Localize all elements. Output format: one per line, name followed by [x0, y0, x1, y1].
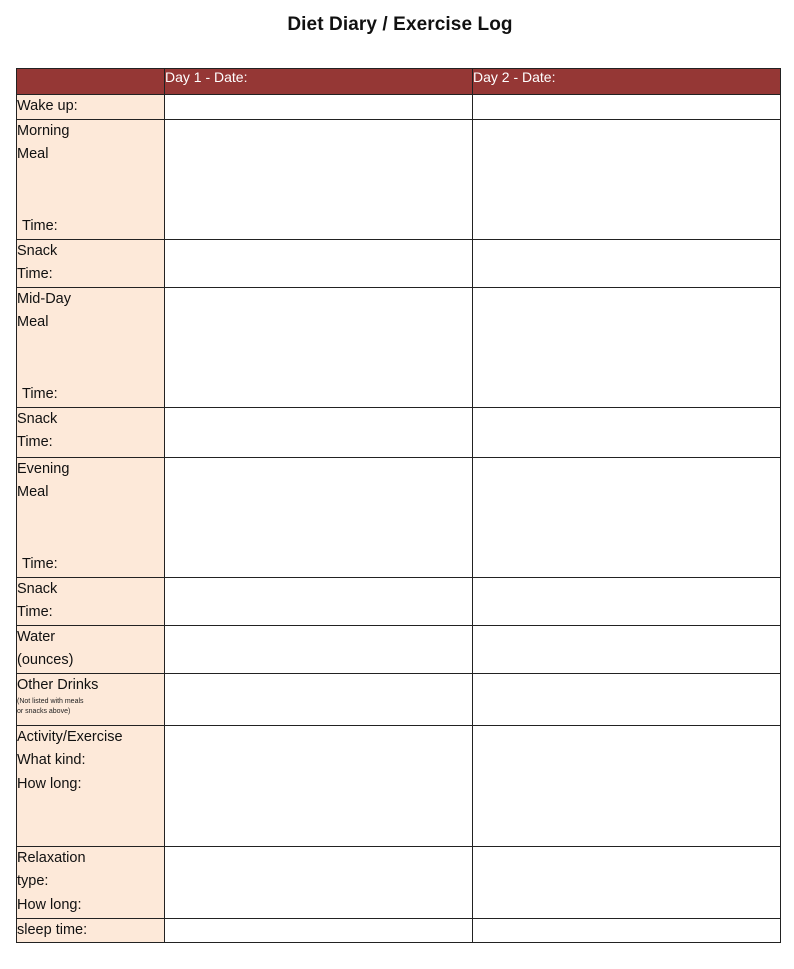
row-morning-meal — [17, 119, 781, 239]
row-label — [17, 846, 165, 918]
label-text: Relaxation — [17, 849, 86, 866]
day1-cell[interactable] — [165, 239, 473, 287]
row-midday-meal — [17, 287, 781, 407]
day1-cell[interactable] — [165, 725, 473, 846]
label-text: Snack — [17, 242, 58, 259]
day2-cell[interactable] — [473, 239, 781, 287]
time-label: Time: — [17, 434, 53, 450]
label-text: Snack — [17, 410, 58, 427]
row-label — [17, 407, 165, 457]
row-activity — [17, 725, 781, 846]
day1-cell[interactable] — [165, 846, 473, 918]
row-label — [17, 287, 165, 407]
day1-cell[interactable] — [165, 119, 473, 239]
label-text: type: — [17, 873, 49, 889]
header-corner — [17, 69, 165, 95]
label-text: Other Drinks — [17, 676, 99, 693]
label-text: Meal — [17, 484, 49, 500]
label-text: (ounces) — [17, 652, 74, 668]
label-text: Mid-Day — [17, 290, 71, 307]
day2-cell[interactable] — [473, 725, 781, 846]
label-text: Meal — [17, 146, 49, 162]
row-snack-3 — [17, 577, 781, 625]
time-label: Time: — [22, 556, 58, 572]
row-label — [17, 119, 165, 239]
time-label: Time: — [22, 218, 58, 234]
row-label — [17, 577, 165, 625]
row-other-drinks — [17, 673, 781, 725]
note-text: (Not listed with meals — [17, 698, 84, 705]
day1-cell[interactable] — [165, 95, 473, 120]
label-text: Snack — [17, 580, 58, 597]
row-label — [17, 625, 165, 673]
row-label — [17, 725, 165, 846]
row-sleep — [17, 918, 781, 943]
label-text: Wake up: — [17, 98, 78, 114]
time-label: Time: — [17, 604, 53, 620]
day2-cell[interactable] — [473, 119, 781, 239]
row-label — [17, 239, 165, 287]
row-snack-1 — [17, 239, 781, 287]
row-label — [17, 673, 165, 725]
row-label — [17, 457, 165, 577]
day1-cell[interactable] — [165, 673, 473, 725]
row-label — [17, 95, 165, 120]
day2-cell[interactable] — [473, 287, 781, 407]
day2-cell[interactable] — [473, 95, 781, 120]
day2-cell[interactable] — [473, 407, 781, 457]
label-text: Evening — [17, 460, 70, 477]
row-relaxation — [17, 846, 781, 918]
day2-cell[interactable] — [473, 577, 781, 625]
label-text: What kind: — [17, 752, 86, 768]
header-day2: Day 2 - Date: — [473, 69, 781, 95]
note-text: or snacks above) — [17, 708, 71, 715]
header-day1: Day 1 - Date: — [165, 69, 473, 95]
day1-cell[interactable] — [165, 918, 473, 943]
day1-cell[interactable] — [165, 407, 473, 457]
label-text: Morning — [17, 122, 70, 139]
time-label: Time: — [17, 266, 53, 282]
label-text: sleep time: — [17, 921, 88, 938]
row-evening-meal — [17, 457, 781, 577]
row-wake-up — [17, 95, 781, 120]
day2-cell[interactable] — [473, 673, 781, 725]
page-title: Diet Diary / Exercise Log — [287, 14, 513, 35]
day1-cell[interactable] — [165, 457, 473, 577]
row-label — [17, 918, 165, 943]
day2-cell[interactable] — [473, 846, 781, 918]
row-water — [17, 625, 781, 673]
row-snack-2 — [17, 407, 781, 457]
day2-cell[interactable] — [473, 918, 781, 943]
header-row — [17, 69, 781, 95]
label-text: Water — [17, 628, 56, 645]
day1-cell[interactable] — [165, 625, 473, 673]
day1-cell[interactable] — [165, 287, 473, 407]
label-text: How long: — [17, 775, 82, 792]
diet-log-table — [16, 68, 781, 943]
day1-cell[interactable] — [165, 577, 473, 625]
time-label: Time: — [22, 386, 58, 402]
label-text: Activity/Exercise — [17, 728, 123, 745]
day2-cell[interactable] — [473, 625, 781, 673]
day2-cell[interactable] — [473, 457, 781, 577]
label-text: How long: — [17, 896, 82, 913]
label-text: Meal — [17, 314, 49, 330]
